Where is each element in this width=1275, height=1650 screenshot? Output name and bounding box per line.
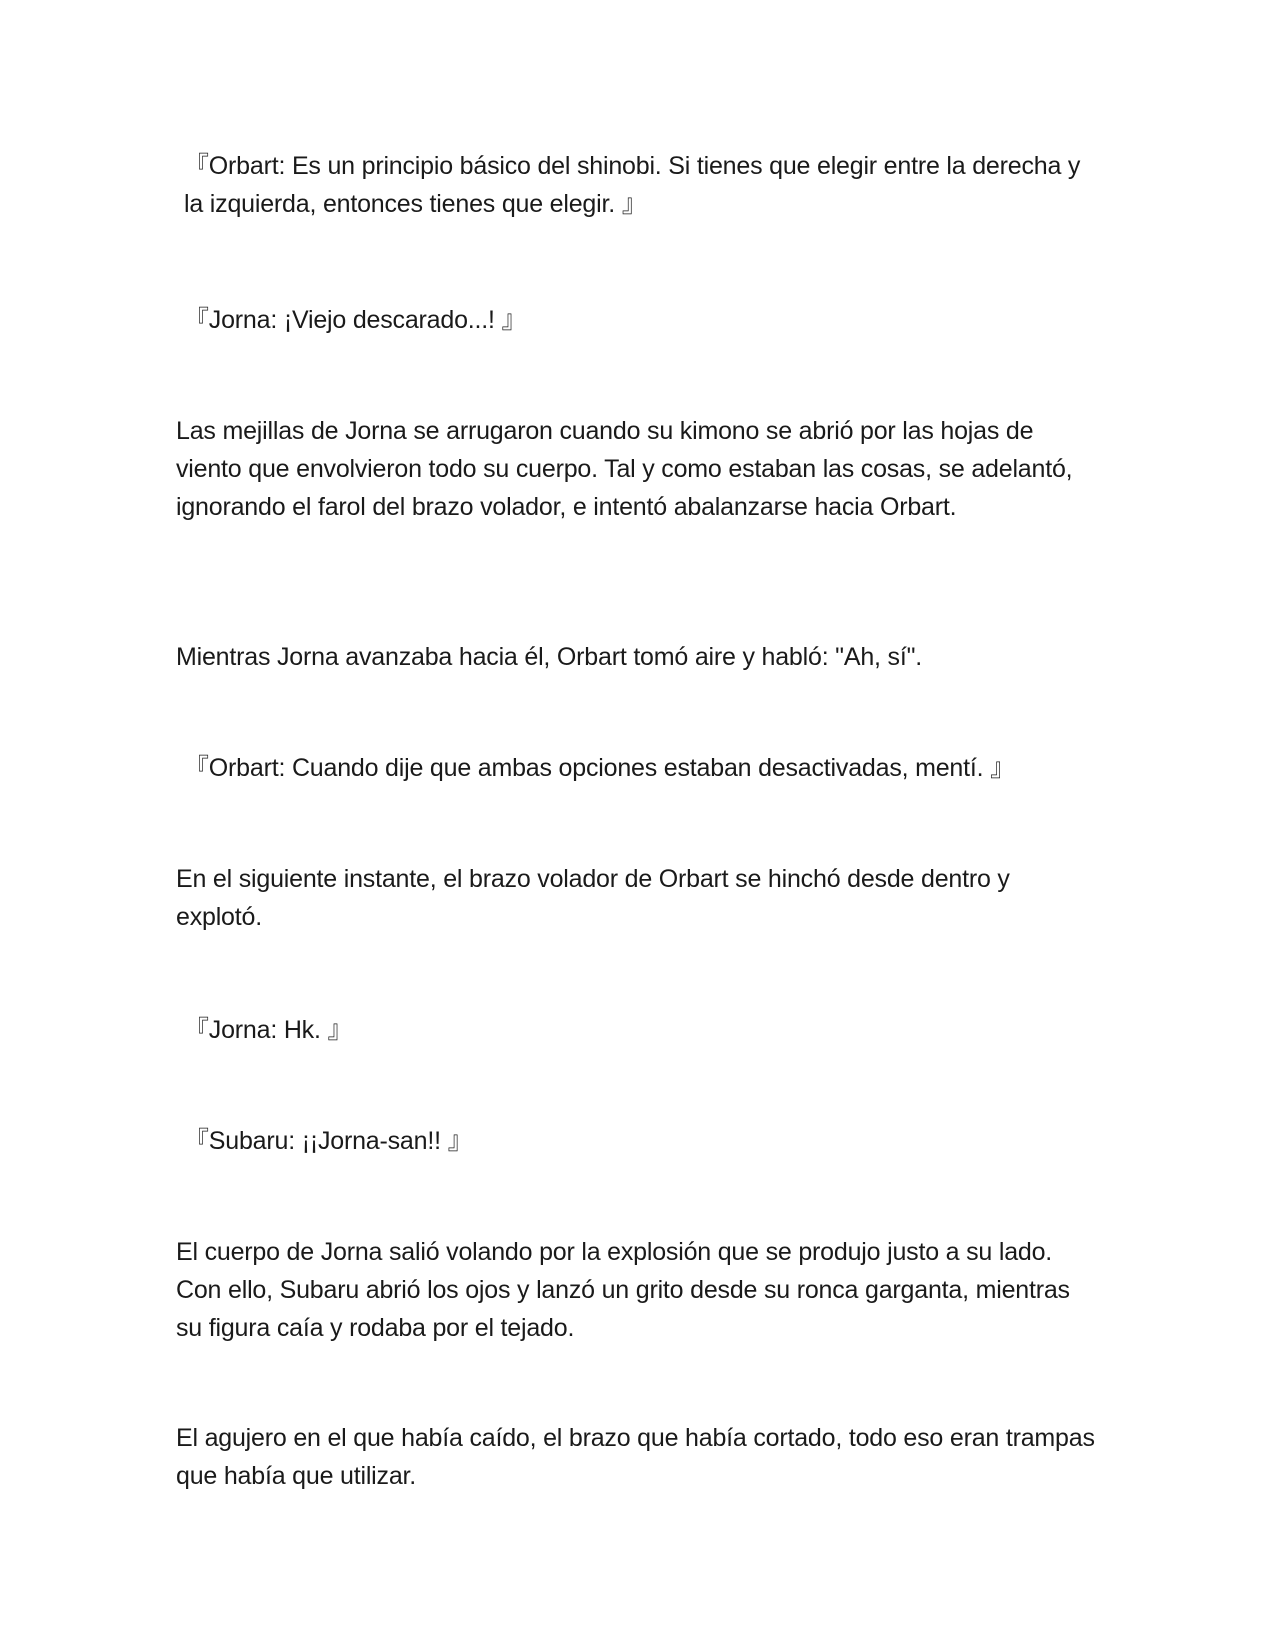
dialogue-jorna-insult: 『Jorna: ¡Viejo descarado...! 』: [184, 306, 527, 334]
dialogue-orbart-principle: 『Orbart: Es un principio básico del shinobi. Si tienes que elegir entre la derecha y la izquierda, entonces tienes que elegir. 』: [184, 152, 1081, 218]
dialogue-orbart-lie: 『Orbart: Cuando dije que ambas opciones estaban desactivadas, mentí. 』: [184, 754, 1015, 782]
dialogue-jorna-hk: 『Jorna: Hk. 』: [184, 1016, 353, 1044]
narration-traps: El agujero en el que había caído, el brazo que había cortado, todo eso eran trampas que había que utilizar.: [176, 1424, 1095, 1490]
narration-orbart-speaks: Mientras Jorna avanzaba hacia él, Orbart tomó aire y habló: "Ah, sí".: [176, 643, 922, 671]
dialogue-subaru-shout: 『Subaru: ¡¡Jorna-san!! 』: [184, 1127, 473, 1155]
narration-jorna-blown-away: El cuerpo de Jorna salió volando por la explosión que se produjo justo a su lado. Con ello, Subaru abrió los ojos y lanzó un grito desde su ronca garganta, mientras su figura caía y rodaba por el tejado.: [176, 1238, 1070, 1342]
narration-arm-explodes: En el siguiente instante, el brazo volador de Orbart se hinchó desde dentro y explotó.: [176, 865, 1010, 931]
narration-jorna-advance: Las mejillas de Jorna se arrugaron cuando su kimono se abrió por las hojas de viento que envolvieron todo su cuerpo. Tal y como estaban las cosas, se adelantó, ignorando el farol del brazo volador, e intentó abalanzarse hacia Orbart.: [176, 417, 1073, 521]
